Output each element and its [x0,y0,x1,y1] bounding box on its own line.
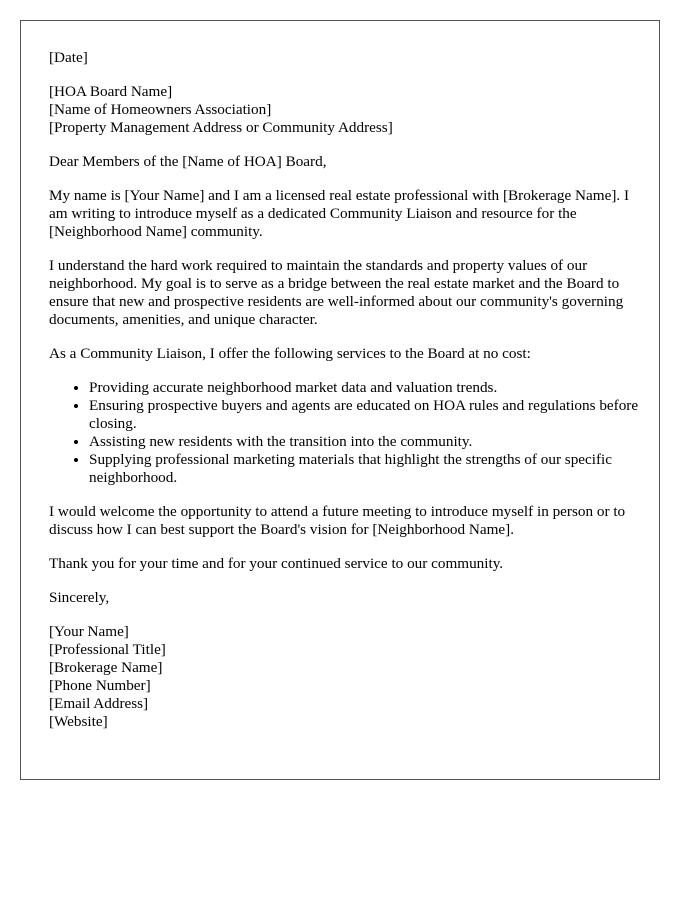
recipient-address [49,83,641,137]
recipient-line: [Name of Homeowners Association] [49,101,272,118]
thanks-paragraph: Thank you for your time and for your continued service to our community. [49,555,504,572]
signature-block [49,623,641,731]
letter-page [20,20,660,780]
signature-line: [Professional Title] [49,641,166,658]
goal-paragraph: I understand the hard work required to maintain the standards and property values of our neighborhood. My goal is to serve as a bridge between the real estate market and the Board to ensure that new and prospective residents are well-informed about our community's governing documents, amenities, and unique character. [49,257,624,328]
services-list [49,379,641,487]
list-item: • Ensuring prospective buyers and agents are educated on HOA rules and regulations before closing. [89,397,641,433]
signature-line: [Email Address] [49,695,149,712]
recipient-line: [HOA Board Name] [49,83,173,100]
signoff: Sincerely, [49,589,110,606]
recipient-line: [Property Management Address or Community Address] [49,119,393,136]
signature-line: [Your Name] [49,623,129,640]
signature-line: [Phone Number] [49,677,151,694]
meeting-paragraph: I would welcome the opportunity to attend a future meeting to introduce myself in person or to discuss how I can best support the Board's vision for [Neighborhood Name]. [49,503,626,538]
letter-date: [Date] [49,49,88,66]
list-item: • Supplying professional marketing materials that highlight the strengths of our specific neighborhood. [89,451,641,487]
signature-line: [Brokerage Name] [49,659,163,676]
list-item: • Providing accurate neighborhood market data and valuation trends. [89,379,641,397]
services-intro-paragraph: As a Community Liaison, I offer the following services to the Board at no cost: [49,345,531,362]
list-item: • Assisting new residents with the transition into the community. [89,433,641,451]
signature-line: [Website] [49,713,108,730]
salutation: Dear Members of the [Name of HOA] Board, [49,153,327,170]
intro-paragraph: My name is [Your Name] and I am a licensed real estate professional with [Brokerage Name]. I am writing to introduce myself as a dedicated Community Liaison and resource for the [Neighborhood Name] community. [49,187,630,240]
